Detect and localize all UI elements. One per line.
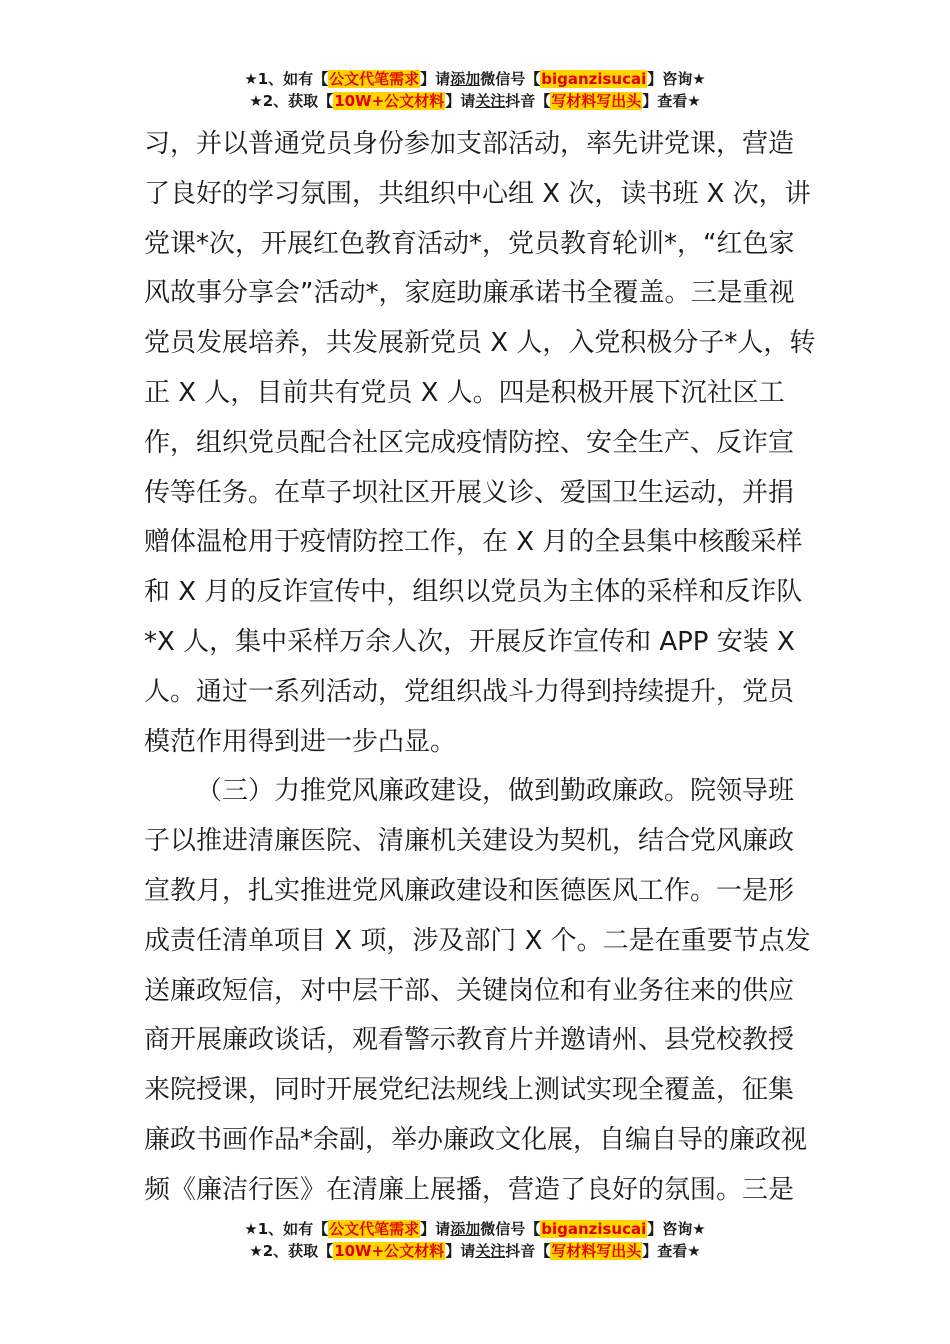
footer-banner: [0, 1218, 950, 1262]
footer-text-underlined: 添加: [450, 1220, 481, 1238]
text-line: 风故事分享会”活动*，家庭助廉承诺书全覆盖。三是重视: [144, 278, 795, 309]
highlight-text: 10W+公文材料: [334, 1242, 445, 1260]
highlight-text: biganzisucai: [541, 70, 647, 88]
header-text: 】咨询★: [647, 70, 706, 88]
text-line: 习，并以普通党员身份参加支部活动，率先讲党课，营造: [144, 129, 795, 159]
footer-text: ★2、获取【: [249, 1242, 334, 1260]
text-line: 宣教月，扎实推进党风廉政建设和医德医风工作。一是形: [144, 875, 795, 906]
footer-text-underlined: 关注: [475, 1242, 506, 1260]
header-text-underlined: 关注: [475, 92, 506, 110]
header-text: 微信号【: [480, 70, 541, 88]
footer-text: 】请: [445, 1242, 476, 1260]
header-text: 】请: [420, 70, 451, 88]
footer-line-2: [0, 1240, 950, 1262]
text-line: 了良好的学习氛围，共组织中心组 X 次，读书班 X 次，讲: [144, 178, 811, 209]
text-line: 作，组织党员配合社区完成疫情防控、安全生产、反诈宣: [144, 427, 795, 458]
text-line: 赠体温枪用于疫情防控工作，在 X 月的全县集中核酸采样: [144, 527, 803, 558]
text-line: 和 X 月的反诈宣传中，组织以党员为主体的采样和反诈队: [144, 577, 803, 608]
footer-text: 】查看★: [642, 1242, 701, 1260]
text-line: 送廉政短信，对中层干部、关键岗位和有业务往来的供应: [144, 975, 795, 1006]
header-banner: [0, 68, 950, 112]
footer-text: 】请: [420, 1220, 451, 1238]
footer-text: 抖音【: [505, 1242, 551, 1260]
header-text: 】查看★: [642, 92, 701, 110]
text-line: 成责任清单项目 X 项，涉及部门 X 个。二是在重要节点发: [144, 925, 811, 956]
header-line-1: [0, 68, 950, 90]
footer-text: 】咨询★: [647, 1220, 706, 1238]
text-line: 人。通过一系列活动，党组织战斗力得到持续提升，党员: [144, 676, 795, 707]
footer-text: 微信号【: [480, 1220, 541, 1238]
header-text: ★2、获取【: [249, 92, 334, 110]
text-line: 来院授课，同时开展党纪法规线上测试实现全覆盖，征集: [144, 1075, 795, 1106]
header-text: ★1、如有【: [244, 70, 329, 88]
text-line: 正 X 人，目前共有党员 X 人。四是积极开展下沉社区工: [144, 377, 785, 408]
highlight-text: 写材料写出头: [551, 92, 642, 110]
text-line: 子以推进清廉医院、清廉机关建设为契机，结合党风廉政: [144, 826, 795, 857]
highlight-text: biganzisucai: [541, 1220, 647, 1238]
header-text-underlined: 添加: [450, 70, 481, 88]
highlight-text: 写材料写出头: [551, 1242, 642, 1260]
document-body: [144, 120, 816, 1216]
header-text: 】请: [445, 92, 476, 110]
paragraph-2: [144, 767, 809, 1215]
header-text: 抖音【: [505, 92, 551, 110]
highlight-text: 公文代笔需求: [329, 70, 420, 88]
text-line: 模范作用得到进一步凸显。: [144, 726, 457, 757]
highlight-text: 公文代笔需求: [329, 1220, 420, 1238]
footer-line-1: [0, 1218, 950, 1240]
text-line: 传等任务。在草子坝社区开展义诊、爱国卫生运动，并捐: [144, 477, 795, 508]
text-line: 党员发展培养，共发展新党员 X 人，入党积极分子*人，转: [144, 328, 816, 359]
header-line-2: [0, 90, 950, 112]
paragraph-1: [144, 120, 816, 767]
text-line: 频《廉洁行医》在清廉上展播，营造了良好的氛围。三是: [144, 1174, 795, 1205]
text-line: 廉政书画作品*余副，举办廉政文化展，自编自导的廉政视: [144, 1124, 808, 1155]
footer-text: ★1、如有【: [244, 1220, 329, 1238]
text-line: *X 人，集中采样万余人次，开展反诈宣传和 APP 安装 X: [144, 626, 795, 657]
text-line: 党课*次，开展红色教育活动*，党员教育轮训*，“红色家: [144, 228, 795, 259]
highlight-text: 10W+公文材料: [334, 92, 445, 110]
text-line: 商开展廉政谈话，观看警示教育片并邀请州、县党校教授: [144, 1025, 795, 1056]
text-line: （三）力推党风廉政建设，做到勤政廉政。院领导班: [196, 776, 795, 807]
